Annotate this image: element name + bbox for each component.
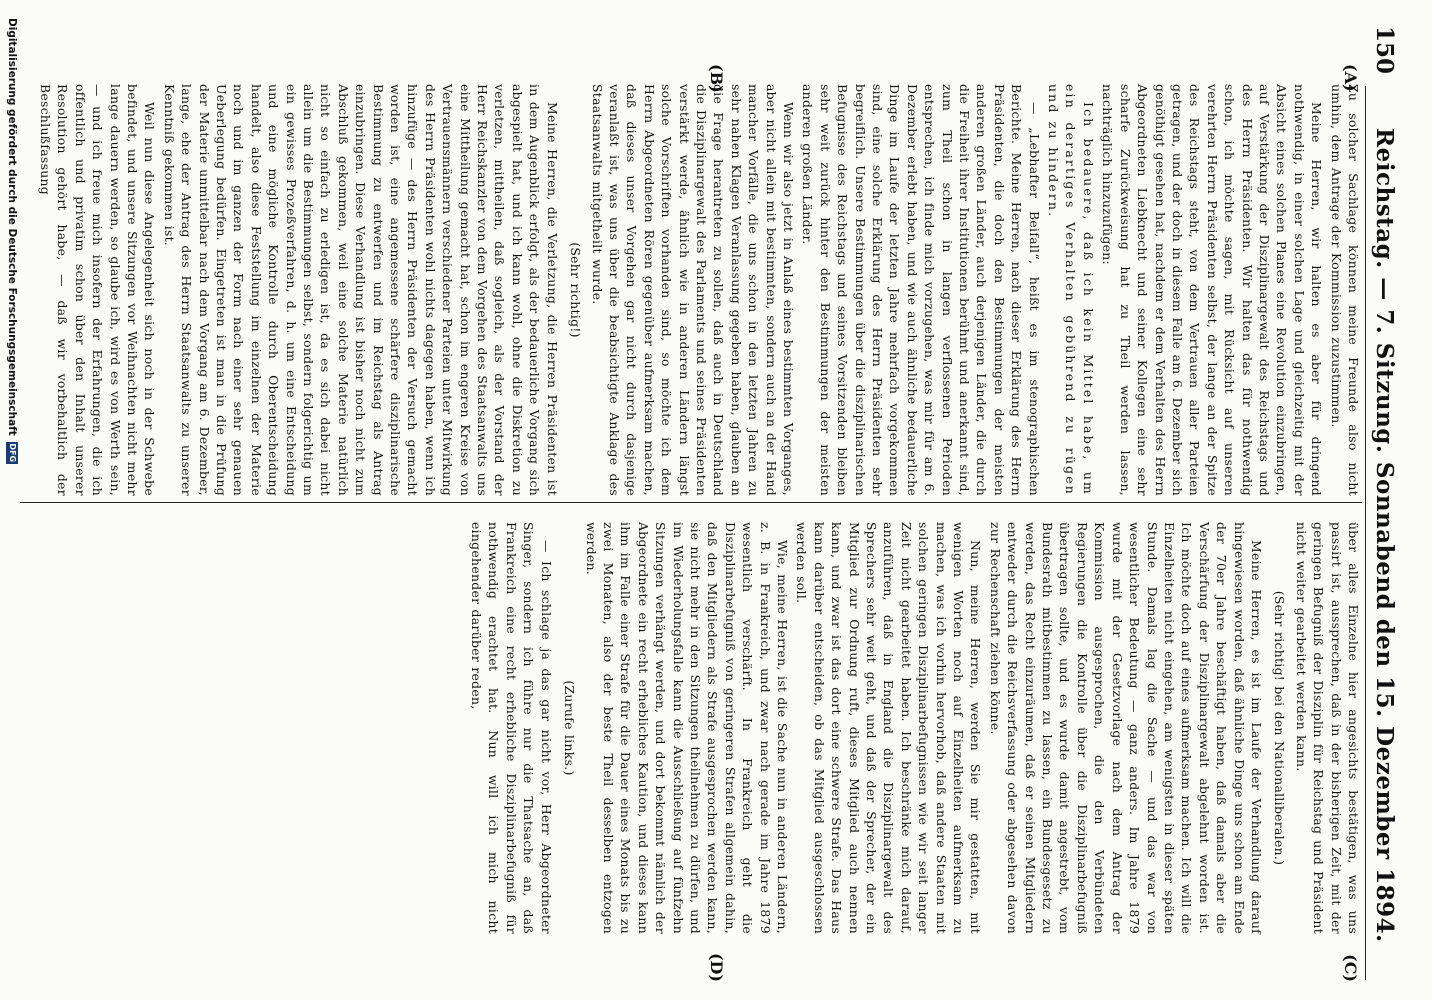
paragraph: Meine Herren, die Verletzung, die Herren Präsidenten ist in dem Augenblick erfolgt, als der bedauerliche Vorgang sich abgespielt hat, und ich kann wohl, ohne die Diskretion zu verletzen, mittheilen, daß sogleich, als der Vorstand der Herr Reichskanzler von dem Vorgehen des Staatsanwalts uns eine Mittheilung gemacht hat, schon im engeren Kreise von Vertrauensmännern verschiedener Parteien unter Mitwirkung des Herrn Präsidenten wohl nichts dagegen haben, wenn ich hinzufüge — des Herrn Präsidenten der Versuch gemacht worden ist, eine angemessene schärfere disziplinarische Bestimmung zu entwerfen und im Reichstag als Antrag einzubringen. Diese Verhandlung ist bisher noch nicht zum Abschluß gekommen, weil eine solche Materie natürlich nicht so einfach zu erledigen ist, da es sich dabei nicht allein um die Bestimmungen selbst, sondern folgerichtig um ein gewisses Prozeßverfahren, d. h. um eine Entscheidung und eine mögliche Kontrolle durch Oberentscheidung handelt, also diese Feststellung im einzelnen der Materie noch und im ganzen der Form nach einer sehr genauen Ueberlegung bedürfen. Eingetreten ist man in die Prüfung der Materie unmittelbar nach dem Vorgang am 6. Dezember, lange, ehe der Antrag des Herrn Staatsanwalts zu unserer Kenntniß gekommen ist. xyxy=(161,84,560,496)
paragraph: Wie, meine Herren, ist die Sache nun in anderen Ländern, z. B. in Frankreich, und zwar nach gerade im Jahre 1879 wesentlich verschärft. In Frankreich geht die Disziplinarbefugniß von geringeren Strafen allgemein dahin, daß den Mitgliedern als Strafe ausgesprochen werden kann, sie nicht mehr in den Sitzungen theilnehmen zu dürfen, und im Wiederholungsfalle kann die Ausschließung auf fünfzehn Sitzungen verhängt werden, und dort bekommt nämlich der Abgeordnete ein recht erhebliches Kaution, und dieses kann ihm im Falle einer Strafe für die Dauer eines Monats bis zu zwei Monaten, also der beste Theil desselben entzogen werden. xyxy=(583,522,790,934)
right-column xyxy=(466,522,1362,934)
column-divider xyxy=(20,502,1362,503)
credit-text: Digitalisierung gefördert durch die Deutsche Forschungsgemeinschaft xyxy=(6,18,18,436)
paragraph: über alles Einzelne hier angesichts bestätigen, was uns passirt ist, aussprechen, daß in der bisherigen Zeit, mit der geringen Befugniß der Disziplin für Reichstag und Präsident nicht weiter gearbeitet werden kann. xyxy=(1293,522,1361,934)
page-number: 150 xyxy=(1371,26,1398,75)
interjection: (Sehr richtig!) xyxy=(568,242,584,338)
margin-marker-b: (B) xyxy=(707,64,726,93)
paragraph: — Ich schlage ja das gar nicht vor, Herr Abgeordneter Singer, sondern ich führe nur die Thatsache an, daß Frankreich eine recht erhebliche Disziplinarbefugniß für nothwendig erachtet hat. Nun will ich mich nicht eingehender darüber reden, xyxy=(469,522,554,934)
dfg-logo-icon: DFG xyxy=(8,443,17,463)
running-title: Reichstag. — 7. Sitzung. Sonnabend den 15. Dezember 1894. xyxy=(1371,128,1398,943)
page-header xyxy=(1370,0,1432,1000)
interjection: (Sehr richtig! bei den Nationalliberalen.) xyxy=(1272,590,1288,866)
margin-marker-c: (C) xyxy=(1341,954,1360,982)
paragraph: Weil nun diese Angelegenheit sich noch in der Schwebe befindet, und unsere Sitzungen vor Weihnachten nicht mehr lange dauern werden, so glaube ich, wird es von Werth sein, — und ich freue mich insofern der Erfahrungen, die ich offentlich und privatim schon über den Inhalt unserer Resolution gehört habe, — daß wir vorbehaltlich der Beschlußfassung xyxy=(37,84,158,496)
paragraph: Nun, meine Herren, werden Sie mir gestatten, mit wenigen Worten noch auf Einzelheiten aufmerksam zu machen, was ich vorhin hervorhob, daß andere Staaten mit solchen geringen Disziplinarbefugnissen wie wir seit langer Zeit nicht gearbeitet haben. Ich beschränke mich darauf, anzuführen, daß in England die Disziplinargewalt des Sprechers sehr weit geht, und daß der Sprecher, der ein Mitglied zur Ordnung ruft, dieses Mitglied auch nennen kann, und zwar ist das dort eine schwere Strafe. Das Haus kann darüber entscheiden, ob das Mitglied ausgeschlossen werden soll. xyxy=(794,522,984,934)
paragraph: Zu solcher Sachlage können meine Freunde also nicht umhin, dem Antrage der Kommission zuzustimmen. xyxy=(1328,84,1361,496)
digitization-credit xyxy=(6,18,18,464)
paragraph: Meine Herren, es ist im Laufe der Verhandlung darauf hingewiesen worden, daß ähnliche Dinge uns schon am Ende der 70er Jahre beschäftigt haben, daß damals aber die Verschärfung der Disziplinargewalt abgelehnt worden ist. Ich möchte doch auf eines aufmerksam machen. Ich will die Einzelheiten nicht eingehen, am wenigsten in dieser späten Stunde. Damals lag die Sache — und das war von wesentlicher Bedeutung — ganz anders. Im Jahre 1879 wurde mit der Gesetzvorlage nach dem Antrag der Kommission ausgesprochen, die den Verbündeten Regierungen die Kontrolle über die Disziplinarbefugniß übertragen sollte, und es wurde damit angestrebt, vom Bundesrath mitbestimmen zu lassen, ein Bundesgesetz zu werden, das Recht einzuräumen, daß er seinen Mitgliedern entweder durch die Reichsverfassung oder abgesehen davon zur Rechenschaft ziehen könne. xyxy=(987,522,1264,934)
header-rule xyxy=(1365,86,1366,980)
quotation: Ich bedauere, daß ich kein Mittel habe, um ein derartiges Verhalten gebührend zu rügen und zu hindern. xyxy=(1046,84,1096,496)
left-column xyxy=(35,84,1362,496)
margin-marker-d: (D) xyxy=(707,952,726,982)
interjection: (Zurufe links.) xyxy=(562,680,578,776)
paragraph: Meine Herren, wir halten es aber für dringend nothwendig, in einer solchen Lage und gleichzeitig mit der Absicht eines solchen Planes eine Revolution einzubringen, auf Verstärkung der Disziplinargewalt des Reichstags und des Herrn Präsidenten. Wir halten das für nothwendig schon, ich möchte sagen, mit Rücksicht auf unseren verehrten Herrn Präsidenten selbst, der lange an der Spitze des Reichstags steht, von dem Vertrauen aller Parteien getragen, und der doch in diesem Falle am 6. Dezember sich genöthigt gesehen hat, nachdem er dem Verhalten des Herrn Abgeordneten Liebknecht und seiner Kollegen eine sehr scharfe Zurückweisung hat zu Theil werden lassen, nachträglich hinzuzufügen: xyxy=(1100,84,1325,496)
margin-marker-a: (A) xyxy=(1341,64,1360,92)
paragraph: Wenn wir also jetzt in Anlaß eines bestimmten Vorganges, aber nicht allein mit bestimmten, sondern auch an der Hand mancher Vorfälle, die uns schon in den letzten Jahren zu sehr nahen Klagen Veranlassung gegeben haben, glauben an die Frage herantreten zu sollen, daß auch in Deutschland die Disziplinargewalt des Parlaments und seines Präsidenten verstärkt werde, ähnlich wie in anderen Ländern längst solche Vorschriften vorhanden sind, so möchte ich dem Herrn Abgeordneten Rören gegenüber aufmerksam machen, daß dieses unser Vorgehen gar nicht durch dasjenige veranlaßt ist, was uns über die beabsichtigte Anklage des Staatsanwalts mitgetheilt wurde. xyxy=(589,84,796,496)
paragraph: — „Lebhafter Beifall“, heißt es im stenographischen Berichte. Meine Herren, nach dieser Erklärung des Herrn Präsidenten, die doch den Bestimmungen der meisten anderen großen Länder, auch derjenigen Länder, die durch die Freiheit ihrer Institutionen berühmt und anerkannt sind, zum Theil schon in langen verflossenen Perioden entsprechen, ich finde mich vorzugehen, was mir für am 6. Dezember erlebt haben, und wie auch ähnliche bedauerliche Dinge im Laufe der letzten Jahre mehrfach vorgekommen sind, eine solche Erklärung des Herrn Präsidenten sehr begreiflich. Unsere Bestimmungen über die disziplinarischen Befugnisse des Reichstags und seines Vorsitzenden bleiben sehr weit zurück hinter den Bestimmungen der meisten anderen großen Länder. xyxy=(800,84,1042,496)
